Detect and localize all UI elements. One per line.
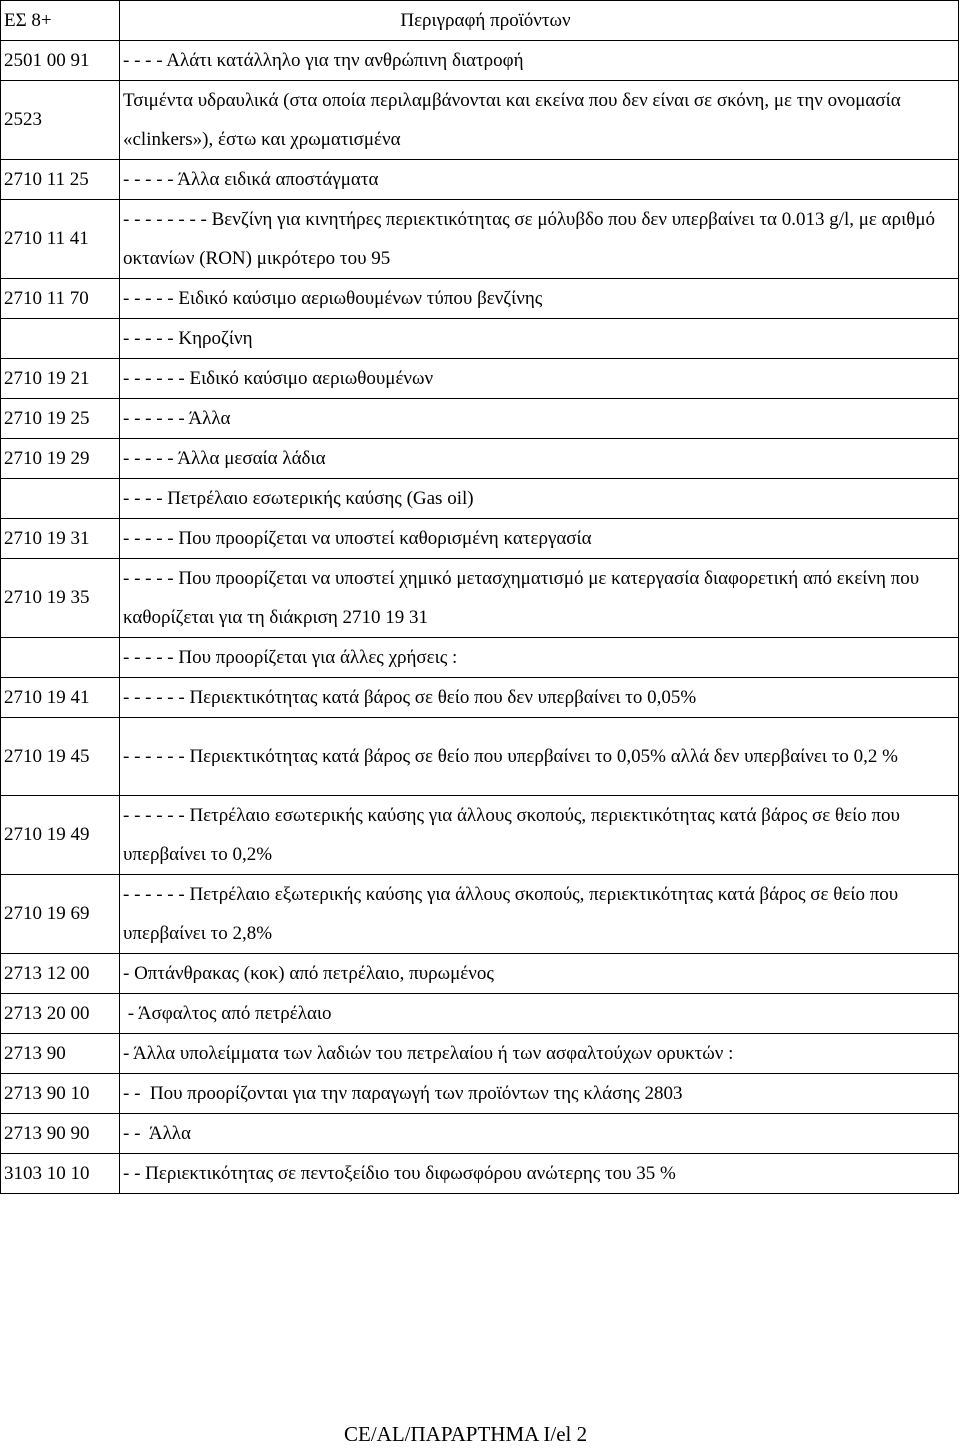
- row-code: [1, 319, 120, 359]
- table-row: [1, 1034, 959, 1074]
- row-code: 2710 19 21: [1, 359, 120, 399]
- row-description: - - - - - Ειδικό καύσιμο αεριωθουμένων τύπου βενζίνης: [120, 279, 959, 319]
- row-code: 3103 10 10: [1, 1154, 120, 1194]
- row-description: - - - - - Κηροζίνη: [120, 319, 959, 359]
- row-description: - - Περιεκτικότητας σε πεντοξείδιο του διφωσφόρου ανώτερης του 35 %: [120, 1154, 959, 1194]
- table-row: [1, 638, 959, 678]
- table-row: [1, 954, 959, 994]
- row-code: 2713 12 00: [1, 954, 120, 994]
- row-description: - - - - Αλάτι κατάλληλο για την ανθρώπινη διατροφή: [120, 41, 959, 81]
- row-code: 2523: [1, 81, 120, 160]
- row-description: - - - - - - - - Βενζίνη για κινητήρες περιεκτικότητας σε μόλυβδο που δεν υπερβαίνει τα 0.013 g/l, με αριθμό οκτανίων (RON) μικρότερο του 95: [120, 200, 959, 279]
- table-row: [1, 200, 959, 279]
- row-code: 2713 90: [1, 1034, 120, 1074]
- row-description: - Άλλα υπολείμματα των λαδιών του πετρελαίου ή των ασφαλτούχων ορυκτών :: [120, 1034, 959, 1074]
- table-row: [1, 718, 959, 796]
- table-row: [1, 399, 959, 439]
- row-description: - - - - - Άλλα μεσαία λάδια: [120, 439, 959, 479]
- row-description: - - - - - - Περιεκτικότητας κατά βάρος σε θείο που δεν υπερβαίνει το 0,05%: [120, 678, 959, 718]
- row-code: 2710 19 29: [1, 439, 120, 479]
- row-description: Τσιμέντα υδραυλικά (στα οποία περιλαμβάνονται και εκείνα που δεν είναι σε σκόνη, με την ονομασία «clinkers»), έστω και χρωματισμένα: [120, 81, 959, 160]
- table-row: [1, 1114, 959, 1154]
- row-code: 2710 19 35: [1, 559, 120, 638]
- row-code: 2713 90 10: [1, 1074, 120, 1114]
- row-description: - - - - - - Πετρέλαιο εξωτερικής καύσης για άλλους σκοπούς, περιεκτικότητας κατά βάρος σε θείο που υπερβαίνει το 2,8%: [120, 875, 959, 954]
- table-row: [1, 319, 959, 359]
- page-footer-reference: CE/AL/ΠΑΡΑΡΤΗΜΑ I/el 2: [344, 1422, 588, 1446]
- row-code: 2710 19 31: [1, 519, 120, 559]
- table-row: [1, 479, 959, 519]
- row-code: 2710 19 49: [1, 796, 120, 875]
- table-row: [1, 559, 959, 638]
- row-code: 2710 11 70: [1, 279, 120, 319]
- row-code: 2713 90 90: [1, 1114, 120, 1154]
- row-description: - - Που προορίζονται για την παραγωγή των προϊόντων της κλάσης 2803: [120, 1074, 959, 1114]
- row-code: 2710 11 25: [1, 160, 120, 200]
- row-code: 2501 00 91: [1, 41, 120, 81]
- row-description: - - - - - Που προορίζεται για άλλες χρήσεις :: [120, 638, 959, 678]
- row-description: - - - - - Που προορίζεται να υποστεί καθορισμένη κατεργασία: [120, 519, 959, 559]
- row-description: - - - - - - Πετρέλαιο εσωτερικής καύσης για άλλους σκοπούς, περιεκτικότητας κατά βάρος σε θείο που υπερβαίνει το 0,2%: [120, 796, 959, 875]
- table-row: [1, 678, 959, 718]
- row-description: - - - - - - Περιεκτικότητας κατά βάρος σε θείο που υπερβαίνει το 0,05% αλλά δεν υπερβαίνει το 0,2 %: [120, 718, 959, 796]
- table-row: [1, 994, 959, 1034]
- row-description: - - - - - - Ειδικό καύσιμο αεριωθουμένων: [120, 359, 959, 399]
- table-row: [1, 81, 959, 160]
- row-code: 2710 11 41: [1, 200, 120, 279]
- table-row: [1, 439, 959, 479]
- row-code: 2710 19 69: [1, 875, 120, 954]
- row-description: - Άσφαλτος από πετρέλαιο: [120, 994, 959, 1034]
- table-row: [1, 796, 959, 875]
- row-code: 2710 19 45: [1, 718, 120, 796]
- row-code: 2710 19 25: [1, 399, 120, 439]
- table-row: [1, 1154, 959, 1194]
- row-description: - - - - Πετρέλαιο εσωτερικής καύσης (Gas oil): [120, 479, 959, 519]
- row-description: - - - - - - Άλλα: [120, 399, 959, 439]
- row-description: - - - - - Άλλα ειδικά αποστάγματα: [120, 160, 959, 200]
- table-header-row: [1, 1, 959, 41]
- row-code: [1, 479, 120, 519]
- row-code: [1, 638, 120, 678]
- row-description: - Οπτάνθρακας (κοκ) από πετρέλαιο, πυρωμένος: [120, 954, 959, 994]
- header-code: ΕΣ 8+: [1, 1, 120, 41]
- table-row: [1, 359, 959, 399]
- table-row: [1, 160, 959, 200]
- row-description: - - - - - Που προορίζεται να υποστεί χημικό μετασχηματισμό με κατεργασία διαφορετική από εκείνη που καθορίζεται για τη διάκριση 2710 19 31: [120, 559, 959, 638]
- table-row: [1, 519, 959, 559]
- row-code: 2713 20 00: [1, 994, 120, 1034]
- table-row: [1, 279, 959, 319]
- header-description: Περιγραφή προϊόντων: [120, 1, 959, 41]
- row-description: - - Άλλα: [120, 1114, 959, 1154]
- table-row: [1, 41, 959, 81]
- table-row: [1, 875, 959, 954]
- row-code: 2710 19 41: [1, 678, 120, 718]
- table-row: [1, 1074, 959, 1114]
